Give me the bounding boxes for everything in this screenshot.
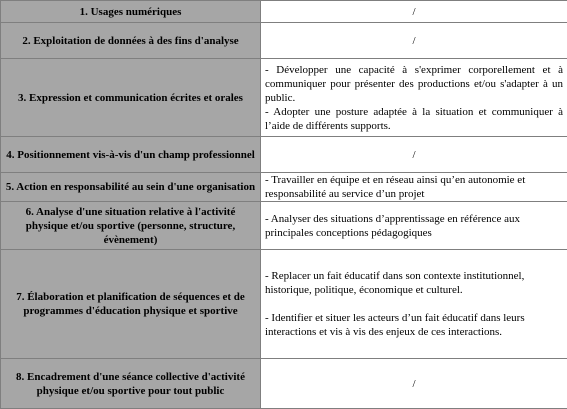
table-row [1,250,567,359]
row-label: 1. Usages numériques [1,1,261,23]
table-row [1,202,567,250]
table-row [1,137,567,173]
row-value: / [261,359,567,409]
row-label: 8. Encadrement d'une séance collective d'activité physique et/ou sportive pour tout public [1,359,261,409]
row-value [261,173,567,202]
row-label: 5. Action en responsabilité au sein d'une organisation [1,173,261,202]
table-row [1,23,567,59]
row-label: 6. Analyse d'une situation relative à l'activité physique et/ou sportive (personne, structure, évènement) [1,202,261,250]
row-value [261,250,567,359]
row-label: 2. Exploitation de données à des fins d'analyse [1,23,261,59]
row-value [261,59,567,137]
row-value: / [261,137,567,173]
row-value [261,202,567,250]
table-row [1,359,567,409]
row-value: / [261,23,567,59]
competency-item: - Développer une capacité à s'exprimer corporellement et à communiquer pour présenter des productions et/ou s'adapter à un public. [265,63,563,104]
competency-item: - Analyser des situations d’apprentissage en référence aux principales conceptions pédagogiques [265,212,521,239]
competency-item: - Replacer un fait éducatif dans son contexte institutionnel, historique, politique, économique et culturel. [265,270,525,296]
row-label: 7. Élaboration et planification de séquences et de programmes d'éducation physique et sportive [1,250,261,359]
competency-item: - Travailler en équipe et en réseau ainsi qu’en autonomie et responsabilité au service d’un projet [265,174,526,200]
row-value: / [261,1,567,23]
row-label: 3. Expression et communication écrites et orales [1,59,261,137]
paragraph-gap [265,297,563,311]
table-row [1,59,567,137]
table-row [1,1,567,23]
competency-item: - Adopter une posture adaptée à la situation et communiquer à l’aide de différents supports. [265,105,563,132]
table-row [1,173,567,202]
competency-item: - Identifier et situer les acteurs d’un fait éducatif dans leurs interactions et vis à vis des enjeux de ces interactions. [265,312,525,338]
row-label: 4. Positionnement vis-à-vis d'un champ professionnel [1,137,261,173]
